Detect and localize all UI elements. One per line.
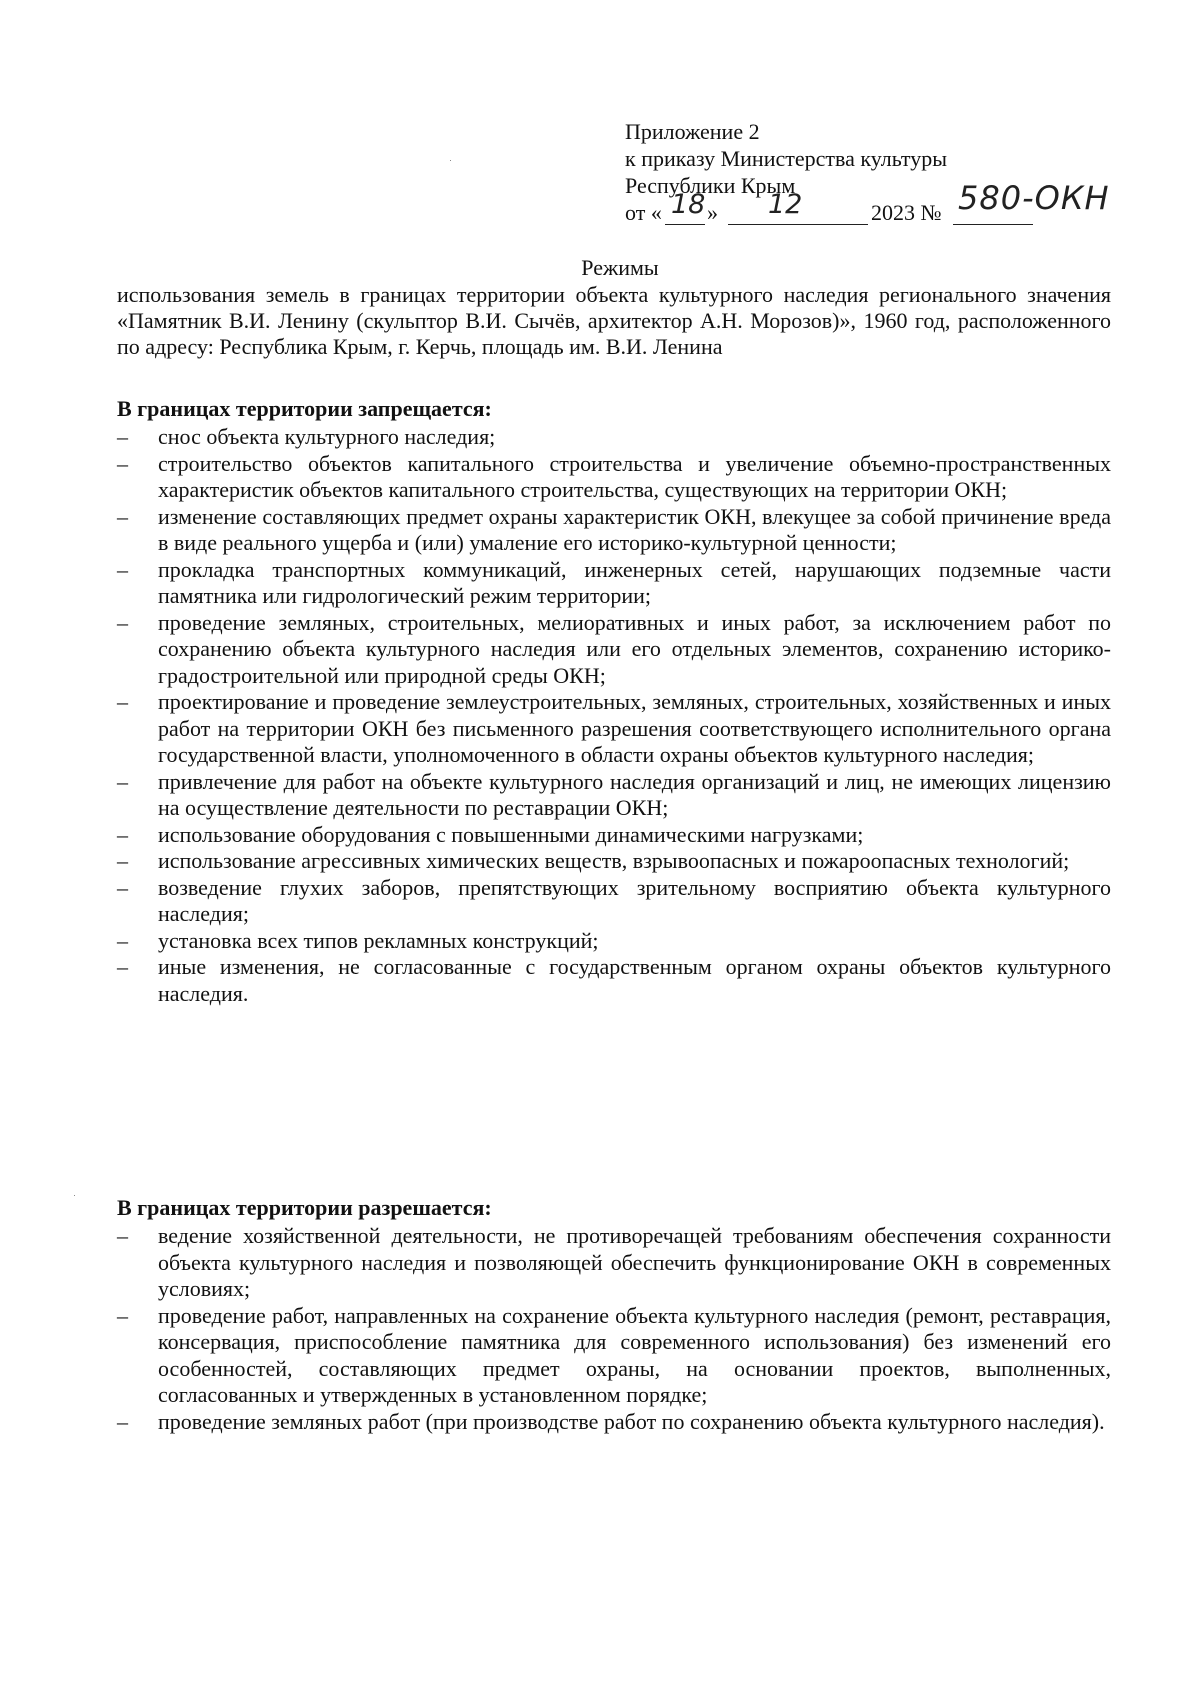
list-item-text: изменение составляющих предмет охраны характеристик ОКН, влекущее за собой причинение вреда в виде реального ущерба и (или) умаление его историко-культурной ценности; <box>158 503 1111 555</box>
dash-bullet: – <box>117 1302 128 1328</box>
list-item <box>117 689 1111 769</box>
list-item <box>117 1303 1111 1409</box>
list-item <box>117 954 1111 1007</box>
appendix-number: Приложение 2 <box>625 119 760 144</box>
list-item-text: использование агрессивных химических веществ, взрывоопасных и пожароопасных технологий; <box>158 848 1070 873</box>
list-item <box>117 928 1111 955</box>
handwritten-order-number: 580-ОКН <box>958 179 1110 217</box>
list-item-text: установка всех типов рекламных конструкций; <box>158 927 599 953</box>
dash-bullet: – <box>117 874 128 900</box>
list-item <box>117 848 1111 875</box>
dash-bullet: – <box>117 954 128 979</box>
handwritten-day: 18 <box>671 189 706 220</box>
list-item-text: прокладка транспортных коммуникаций, инженерных сетей, нарушающих подземные части памятника или гидрологический режим территории; <box>158 556 1111 608</box>
list-item <box>117 822 1111 849</box>
list-item <box>117 610 1111 690</box>
allowed-heading: В границах территории разрешается: <box>117 1195 492 1220</box>
list-item-text: проведение земляных, строительных, мелиоративных и иных работ, за исключением работ по сохранению объекта культурного наследия или его отдельных элементов, сохранению историко-градостроительной или природной среды ОКН; <box>158 609 1111 688</box>
dash-bullet: – <box>117 1223 128 1248</box>
list-item <box>117 875 1111 928</box>
list-item-text: проведение работ, направленных на сохранение объекта культурного наследия (ремонт, реставрация, консервация, приспособление памятника для современного использования) без изменений его особенностей, составляющих предмет охраны, на основании проектов, выполненных, согласованных и утвержденных в установленном порядке; <box>158 1302 1111 1407</box>
list-item-text: проектирование и проведение землеустроительных, земляных, строительных, хозяйственных и иных работ на территории ОКН без письменного разрешения соответствующего исполнительного органа государственной власти, уполномоченного в области охраны объектов культурного наследия; <box>158 689 1111 767</box>
appendix-header <box>625 118 1110 229</box>
month-underline <box>728 224 868 225</box>
list-item-text: строительство объектов капитального строительства и увеличение объемно-пространственных характеристик объектов капитального строительства, существующих на территории ОКН; <box>158 450 1111 502</box>
date-prefix: от « <box>625 200 662 225</box>
list-item-text: привлечение для работ на объекте культурного наследия организаций и лиц, не имеющих лицензию на осуществление деятельности по реставрации ОКН; <box>158 768 1111 820</box>
prohibited-list <box>117 424 1111 1007</box>
prohibited-heading: В границах территории запрещается: <box>117 396 492 421</box>
scan-speck <box>450 160 451 161</box>
year-and-number-label: 2023 № <box>871 200 942 225</box>
dash-bullet: – <box>117 609 128 635</box>
list-item <box>117 424 1111 451</box>
dash-bullet: – <box>117 1408 128 1434</box>
appendix-region: Республики Крым <box>625 173 796 198</box>
handwritten-month: 12 <box>768 189 803 220</box>
dash-bullet: – <box>117 927 128 953</box>
dash-bullet: – <box>117 768 128 794</box>
document-subtitle: использования земель в границах территории объекта культурного наследия регионального значения «Памятник В.И. Ленину (скульптор В.И. Сычёв, архитектор А.Н. Морозов)», 1960 год, расположенного по адресу: Республика Крым, г. Керчь, площадь им. В.И. Ленина <box>117 282 1111 359</box>
allowed-list <box>117 1223 1111 1435</box>
dash-bullet: – <box>117 821 128 847</box>
list-item <box>117 504 1111 557</box>
list-item-text: снос объекта культурного наследия; <box>158 424 496 449</box>
list-item <box>117 1223 1111 1303</box>
dash-bullet: – <box>117 424 128 449</box>
dash-bullet: – <box>117 689 128 714</box>
dash-bullet: – <box>117 450 128 476</box>
list-item-text: использование оборудования с повышенными динамическими нагрузками; <box>158 821 864 847</box>
list-item <box>117 557 1111 610</box>
dash-bullet: – <box>117 503 128 529</box>
list-item <box>117 451 1111 504</box>
list-item-text: ведение хозяйственной деятельности, не противоречащей требованиям обеспечения сохранности объекта культурного наследия и позволяющей обеспечить функционирование ОКН в современных условиях; <box>158 1223 1111 1301</box>
list-item <box>117 769 1111 822</box>
dash-bullet: – <box>117 848 128 873</box>
day-underline <box>665 224 705 225</box>
list-item-text: проведение земляных работ (при производстве работ по сохранению объекта культурного наследия). <box>158 1408 1105 1434</box>
number-underline <box>953 224 1033 225</box>
scan-speck <box>74 1195 75 1196</box>
dash-bullet: – <box>117 556 128 582</box>
list-item <box>117 1409 1111 1436</box>
list-item-text: иные изменения, не согласованные с государственным органом охраны объектов культурного наследия. <box>158 954 1111 1006</box>
document-title: Режимы <box>581 255 659 280</box>
list-item-text: возведение глухих заборов, препятствующих зрительному восприятию объекта культурного наследия; <box>158 874 1111 926</box>
appendix-order-ref: к приказу Министерства культуры <box>625 146 948 171</box>
day-close-quote: » <box>707 200 718 225</box>
